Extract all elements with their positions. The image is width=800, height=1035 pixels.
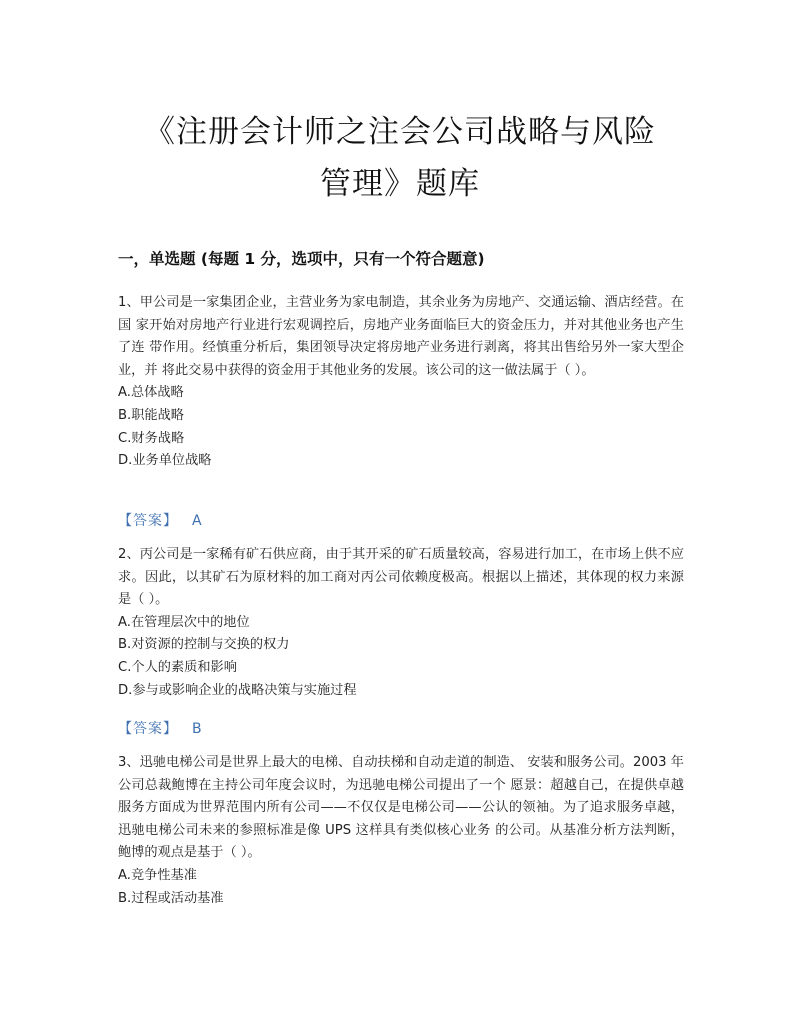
option-d: D.参与或影响企业的战略决策与实施过程 [118,682,357,698]
question-3 [118,752,684,910]
answer-label: 【答案】 [118,513,178,529]
question-2 [118,544,684,702]
option-c: C.个人的素质和影响 [118,659,237,675]
question-1 [118,292,684,473]
question-stem: 3、迅驰电梯公司是世界上最大的电梯、自动扶梯和自动走道的制造、 安装和服务公司。2003 年公司总裁鲍博在主持公司年度会议时，为迅驰电梯公司提出了一个 愿景：超越自己，在提供卓越服务方面成为世界范围内所有公司——不仅仅是电梯公司——公认的领袖。为了追求服务卓越，迅驰电梯公司未来的参照标准是像 UPS 这样具有类似核心业务 的公司。从基准分析方法判断，鲍博的观点是基于（ ）。 [118,755,684,861]
option-b: B.过程或活动基准 [118,890,224,906]
option-a: A.总体战略 [118,385,184,401]
option-a: A.在管理层次中的地位 [118,614,250,630]
option-b: B.对资源的控制与交换的权力 [118,637,290,653]
question-stem: 2、丙公司是一家稀有矿石供应商，由于其开采的矿石质量较高，容易进行加工，在市场上供不应求。因此，以其矿石为原材料的加工商对丙公司依赖度极高。根据以上描述，其体现的权力来源是（ ）。 [118,547,684,608]
option-c: C.财务战略 [118,430,185,446]
option-b: B.职能战略 [118,407,184,423]
answer-label: 【答案】 [118,721,178,737]
document-title-line-1: 《注册会计师之注会公司战略与风险 [144,114,656,150]
document-title-line-2: 管理》题库 [320,166,480,202]
option-d: D.业务单位战略 [118,453,212,469]
section-heading: 一，单选题 (每题 1 分，选项中，只有一个符合题意) [118,250,485,268]
option-a: A.竞争性基准 [118,867,197,883]
answer-value: A [192,513,202,529]
answer-2 [118,718,202,738]
answer-1 [118,510,202,530]
document-title [100,106,700,210]
question-stem: 1、甲公司是一家集团企业，主营业务为家电制造，其余业务为房地产、交通运输、酒店经营。在国 家开始对房地产行业进行宏观调控后，房地产业务面临巨大的资金压力，并对其他业务也产生了连 带作用。经慎重分析后，集团领导决定将房地产业务进行剥离，将其出售给另外一家大型企业，并 将此交易中获得的资金用于其他业务的发展。该公司的这一做法属于（ ）。 [118,295,684,378]
answer-value: B [192,721,202,737]
